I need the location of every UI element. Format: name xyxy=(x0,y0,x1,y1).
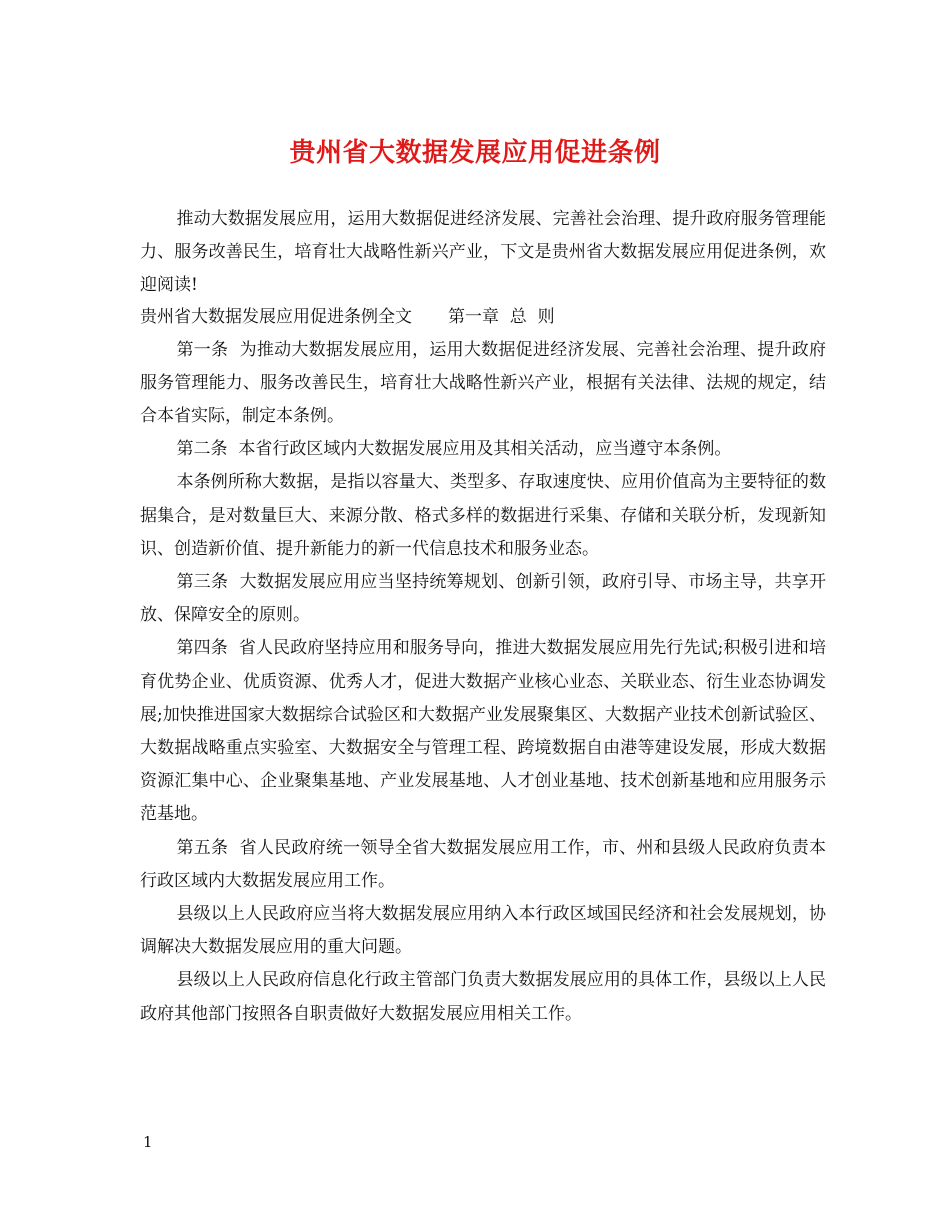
article-paragraph: 本条例所称大数据，是指以容量大、类型多、存取速度快、应用价值高为主要特征的数据集合，是对数量巨大、来源分散、格式多样的数据进行采集、存储和关联分析，发现新知识、创造新价值、提升新能力的新一代信息技术和服务业态。 xyxy=(140,472,826,559)
article-paragraph: 第五条 省人民政府统一领导全省大数据发展应用工作，市、州和县级人民政府负责本行政区域内大数据发展应用工作。 xyxy=(140,837,826,891)
fulltext-heading-line xyxy=(140,304,826,330)
article-paragraph: 县级以上人民政府应当将大数据发展应用纳入本行政区域国民经济和社会发展规划，协调解决大数据发展应用的重大问题。 xyxy=(140,904,826,958)
article-paragraph: 县级以上人民政府信息化行政主管部门负责大数据发展应用的具体工作，县级以上人民政府其他部门按照各自职责做好大数据发展应用相关工作。 xyxy=(140,970,826,1024)
chapter-heading: 第一章 总 则 xyxy=(448,306,555,327)
article-paragraph: 第四条 省人民政府坚持应用和服务导向，推进大数据发展应用先行先试;积极引进和培育优势企业、优质资源、优秀人才，促进大数据产业核心业态、关联业态、衍生业态协调发展;加快推进国家大数据综合试验区和大数据产业发展聚集区、大数据产业技术创新试验区、大数据战略重点实验室、大数据安全与管理工程、跨境数据自由港等建设发展，形成大数据资源汇集中心、企业聚集基地、产业发展基地、人才创业基地、技术创新基地和应用服务示范基地。 xyxy=(140,638,826,825)
document-title: 贵州省大数据发展应用促进条例 xyxy=(289,138,661,168)
article-paragraph: 第一条 为推动大数据发展应用，运用大数据促进经济发展、完善社会治理、提升政府服务管理能力、服务改善民生，培育壮大战略性新兴产业，根据有关法律、法规的规定，结合本省实际，制定本条例。 xyxy=(140,339,826,427)
fulltext-label: 贵州省大数据发展应用促进条例全文 xyxy=(140,306,412,327)
article-paragraph: 第二条 本省行政区域内大数据发展应用及其相关活动，应当遵守本条例。 xyxy=(176,439,732,460)
intro-paragraph: 推动大数据发展应用，运用大数据促进经济发展、完善社会治理、提升政府服务管理能力、服务改善民生，培育壮大战略性新兴产业，下文是贵州省大数据发展应用促进条例，欢迎阅读! xyxy=(140,209,826,296)
document-body xyxy=(140,203,826,1031)
article-paragraph: 第三条 大数据发展应用应当坚持统筹规划、创新引领，政府引导、市场主导，共享开放、保障安全的原则。 xyxy=(140,572,826,626)
page-number: 1 xyxy=(143,1133,153,1151)
